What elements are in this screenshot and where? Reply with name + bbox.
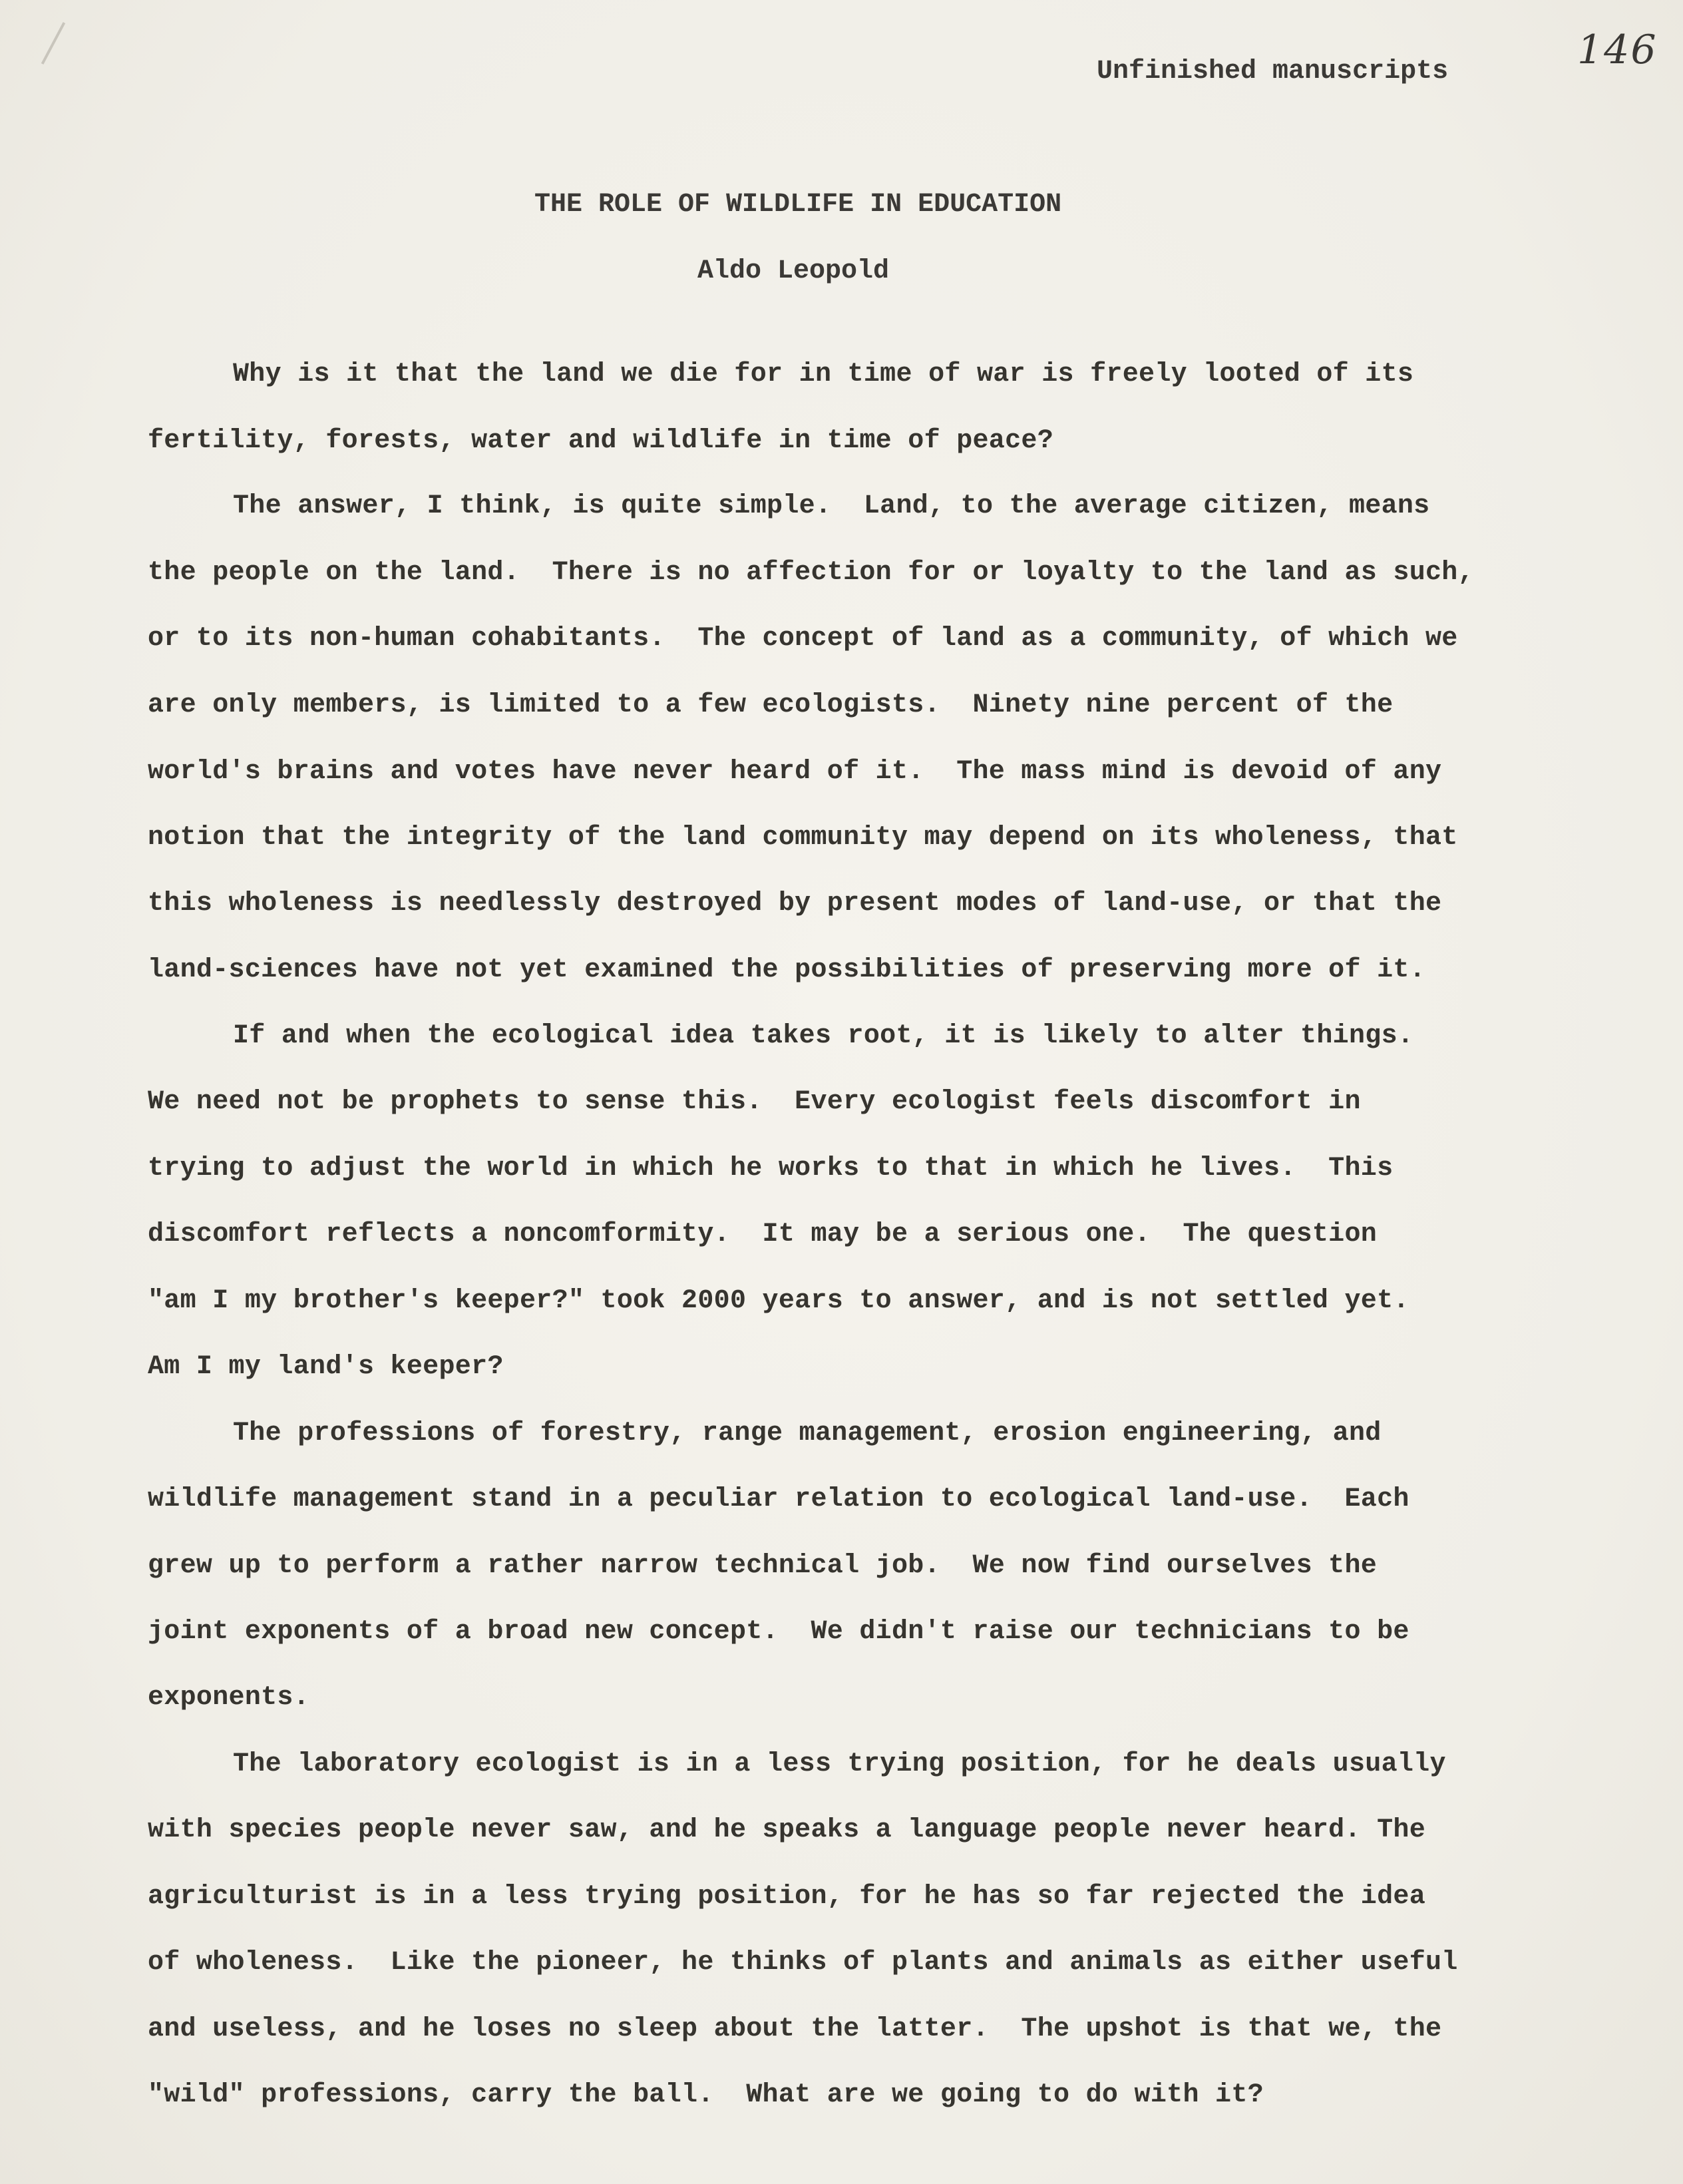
text-line: discomfort reflects a noncomformity. It may be a serious one. The question <box>148 1219 1378 1249</box>
running-header: Unfinished manuscripts <box>1097 57 1449 87</box>
document-author: Aldo Leopold <box>697 256 890 286</box>
text-line: with species people never saw, and he speaks a language people never heard. The <box>148 1815 1426 1845</box>
text-line: The laboratory ecologist is in a less trying position, for he deals usually <box>233 1749 1446 1779</box>
document-title: THE ROLE OF WILDLIFE IN EDUCATION <box>534 190 1062 220</box>
text-line: "am I my brother's keeper?" took 2000 years to answer, and is not settled yet. <box>148 1286 1409 1316</box>
text-line: grew up to perform a rather narrow technical job. We now find ourselves the <box>148 1551 1378 1581</box>
pencil-mark <box>41 22 65 65</box>
text-line: world's brains and votes have never heard of it. The mass mind is devoid of any <box>148 757 1442 787</box>
text-line: notion that the integrity of the land community may depend on its wholeness, that <box>148 823 1458 853</box>
text-line: exponents. <box>148 1683 310 1713</box>
text-line: Why is it that the land we die for in time of war is freely looted of its <box>233 359 1414 389</box>
text-line: or to its non-human cohabitants. The concept of land as a community, of which we <box>148 624 1458 654</box>
text-line: of wholeness. Like the pioneer, he thinks of plants and animals as either useful <box>148 1948 1458 1978</box>
text-line: "wild" professions, carry the ball. What are we going to do with it? <box>148 2080 1264 2110</box>
text-line: and useless, and he loses no sleep about the latter. The upshot is that we, the <box>148 2014 1442 2044</box>
text-line: If and when the ecological idea takes root, it is likely to alter things. <box>233 1021 1414 1051</box>
text-line: trying to adjust the world in which he works to that in which he lives. This <box>148 1154 1394 1184</box>
text-line: this wholeness is needlessly destroyed by present modes of land-use, or that the <box>148 889 1442 919</box>
text-line: fertility, forests, water and wildlife in time of peace? <box>148 426 1054 456</box>
text-line: land-sciences have not yet examined the possibilities of preserving more of it. <box>148 955 1426 985</box>
text-line: are only members, is limited to a few ecologists. Ninety nine percent of the <box>148 690 1394 720</box>
text-line: joint exponents of a broad new concept. We didn't raise our technicians to be <box>148 1617 1409 1647</box>
text-line: The professions of forestry, range management, erosion engineering, and <box>233 1419 1382 1448</box>
handwritten-page-number: 146 <box>1577 27 1658 73</box>
text-line: The answer, I think, is quite simple. Land, to the average citizen, means <box>233 491 1430 521</box>
text-line: Am I my land's keeper? <box>148 1352 504 1382</box>
text-line: We need not be prophets to sense this. Every ecologist feels discomfort in <box>148 1087 1361 1117</box>
text-line: the people on the land. There is no affection for or loyalty to the land as such, <box>148 558 1474 588</box>
text-line: agriculturist is in a less trying position, for he has so far rejected the idea <box>148 1882 1426 1912</box>
text-line: wildlife management stand in a peculiar relation to ecological land-use. Each <box>148 1484 1409 1514</box>
